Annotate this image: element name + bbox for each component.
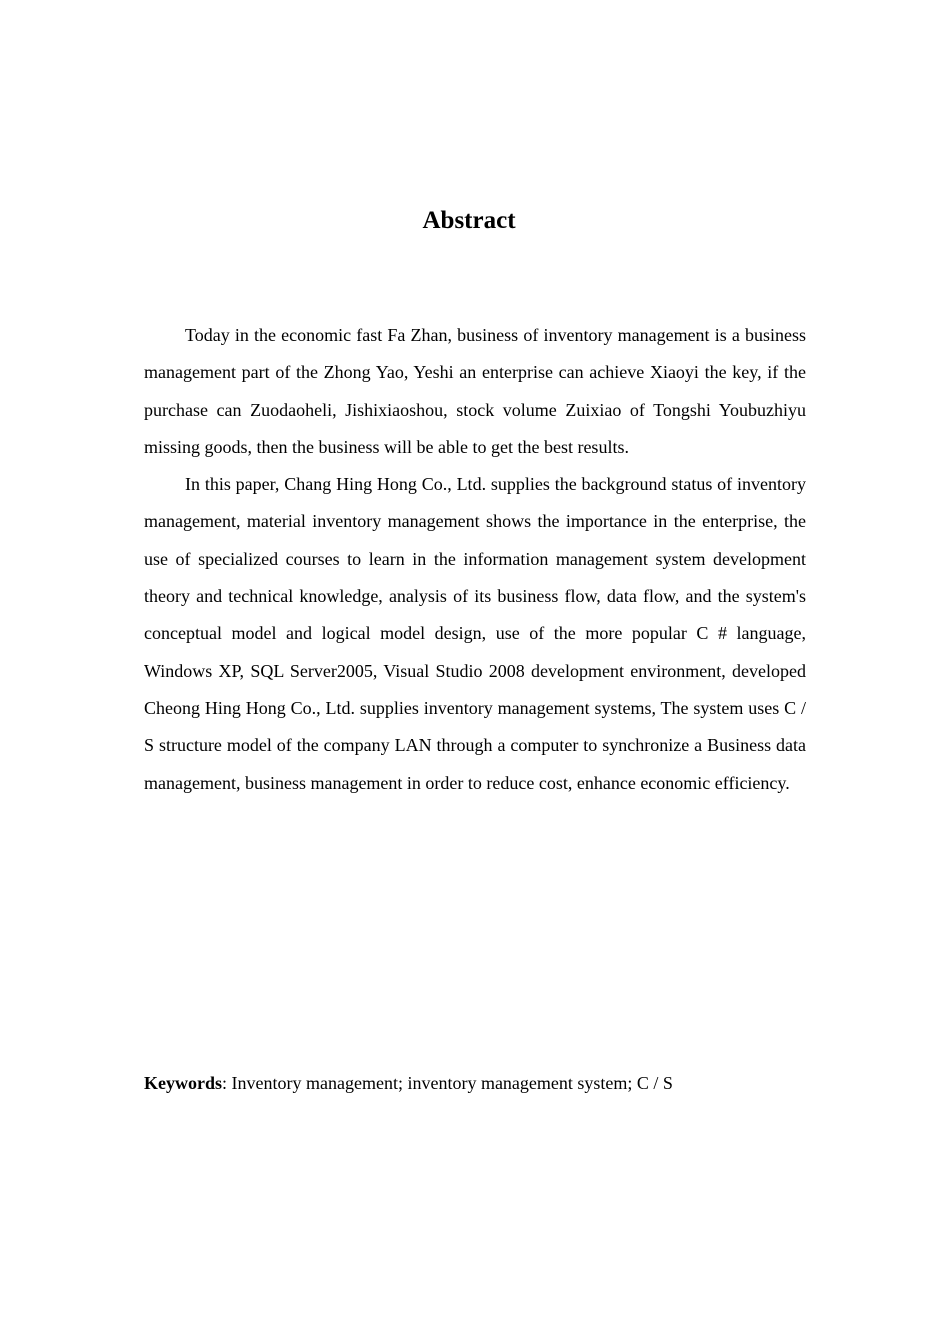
keywords-separator: :	[222, 1073, 232, 1093]
keywords-label: Keywords	[144, 1073, 222, 1093]
abstract-paragraph-2: In this paper, Chang Hing Hong Co., Ltd. supplies the background status of inventory management, material inventory management shows the importance in the enterprise, the use of specialized courses to learn in the information management system development theory and technical knowledge, analysis of its business flow, data flow, and the system's conceptual model and logical model design, use of the more popular C # language, Windows XP, SQL Server2005, Visual Studio 2008 development environment, developed Cheong Hing Hong Co., Ltd. supplies inventory management systems, The system uses C / S structure model of the company LAN through a computer to synchronize a Business data management, business management in order to reduce cost, enhance economic efficiency.	[144, 474, 806, 793]
abstract-body	[144, 317, 806, 802]
abstract-paragraph-1: Today in the economic fast Fa Zhan, business of inventory management is a business management part of the Zhong Yao, Yeshi an enterprise can achieve Xiaoyi the key, if the purchase can Zuodaoheli, Jishixiaoshou, stock volume Zuixiao of Tongshi Youbuzhiyu missing goods, then the business will be able to get the best results.	[144, 325, 806, 457]
keywords-text: Inventory management; inventory management system; C / S	[231, 1073, 673, 1093]
abstract-title: Abstract	[422, 207, 516, 234]
keywords-line	[144, 1065, 806, 1102]
